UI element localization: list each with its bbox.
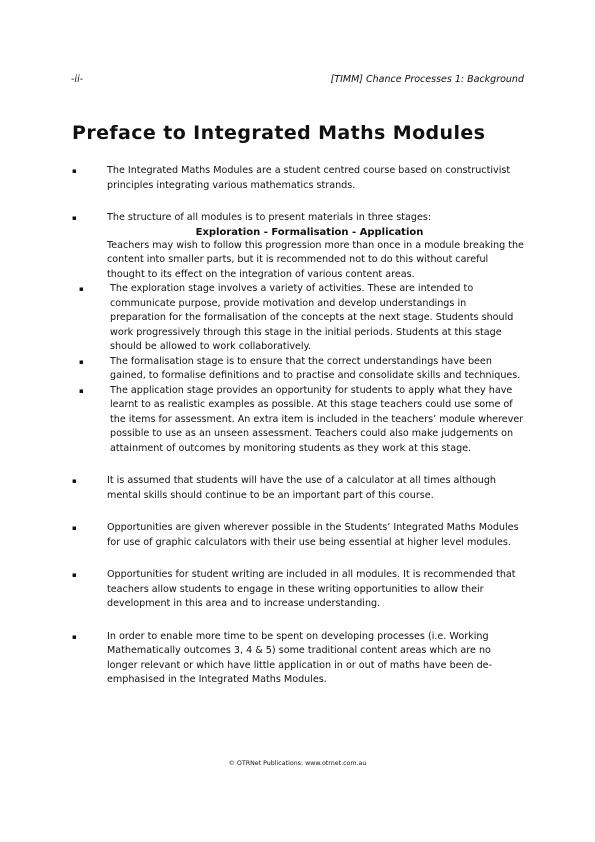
list-item (72, 521, 524, 550)
list-item-text: The Integrated Maths Modules are a student centred course based on constructivist principles integrating various mathematics strands. (107, 165, 511, 191)
list-item (72, 568, 524, 612)
sub-list-item-text: The formalisation stage is to ensure that the correct understandings have been gained, to formalise definitions and to practise and consolidate skills and techniques. (110, 355, 521, 381)
bullet-icon: ▪ (72, 214, 77, 222)
sub-list-item-text: The application stage provides an opportunity for students to apply what they have learnt to as realistic examples as possible. At this stage teachers could use some of the items for assessment. An extra item is included in the teachers’ module wherever possible to use as an unseen assessment. Teachers could also make judgements on attainment of outcomes by monitoring students as they work at this stage. (110, 384, 524, 454)
list-item-text: In order to enable more time to be spent on developing processes (i.e. Working Mathematically outcomes 3, 4 & 5) some traditional content areas which are no longer relevant or which have little application in or out of maths have been de-emphasised in the Integrated Maths Modules. (107, 630, 493, 685)
list-item-structure (72, 211, 524, 282)
preface-list (72, 164, 524, 688)
bullet-icon: ▪ (79, 386, 84, 395)
bullet-icon: ▪ (79, 357, 84, 366)
page-title: Preface to Integrated Maths Modules (72, 122, 486, 144)
sub-list-item-text: The exploration stage involves a variety of activities. These are intended to communicate purpose, provide motivation and develop understandings in preparation for the formalisation of the concepts at the next stage. Students should work progressively through this stage in the initial periods. Students at this stage should be allowed to work collaboratively. (110, 283, 514, 352)
bullet-icon: ▪ (72, 167, 77, 175)
bullet-icon: ▪ (79, 285, 84, 293)
bullet-icon: ▪ (72, 477, 77, 485)
list-item-text: Opportunities for student writing are included in all modules. It is recommended that teachers allow students to engage in these writing opportunities to allow their development in this area and to increase understanding. (107, 569, 516, 609)
list-item-text: Opportunities are given wherever possible in the Students’ Integrated Maths Modules for use of graphic calculators with their use being essential at higher level modules. (107, 522, 519, 548)
sub-list-item-exploration (72, 282, 524, 355)
stages-heading: Exploration - Formalisation - Application (195, 226, 424, 238)
bullet-icon: ▪ (72, 524, 77, 532)
structure-intro: The structure of all modules is to present materials in three stages: (107, 212, 432, 223)
list-item-text: It is assumed that students will have the use of a calculator at all times although mental skills should continue to be an important part of this course. (107, 475, 497, 501)
bullet-icon: ▪ (72, 632, 77, 641)
footer-credit: © OTRNet Publications: www.otrnet.com.au (228, 760, 367, 767)
stage-sublist (72, 282, 524, 456)
structure-text: Teachers may wish to follow this progression more than once in a module breaking the content into smaller parts, but it is recommended not to do this without careful thought to its effect on the integration of various content areas. (107, 239, 524, 280)
sub-list-item-formalisation (72, 355, 524, 384)
running-header (71, 74, 524, 88)
list-item (72, 630, 524, 688)
running-title: [TIMM] Chance Processes 1: Background (330, 74, 524, 85)
sub-list-item-application (72, 384, 524, 457)
bullet-icon: ▪ (72, 571, 77, 579)
list-item (72, 474, 524, 503)
page-number: -ii- (71, 74, 84, 85)
list-item (72, 164, 524, 193)
